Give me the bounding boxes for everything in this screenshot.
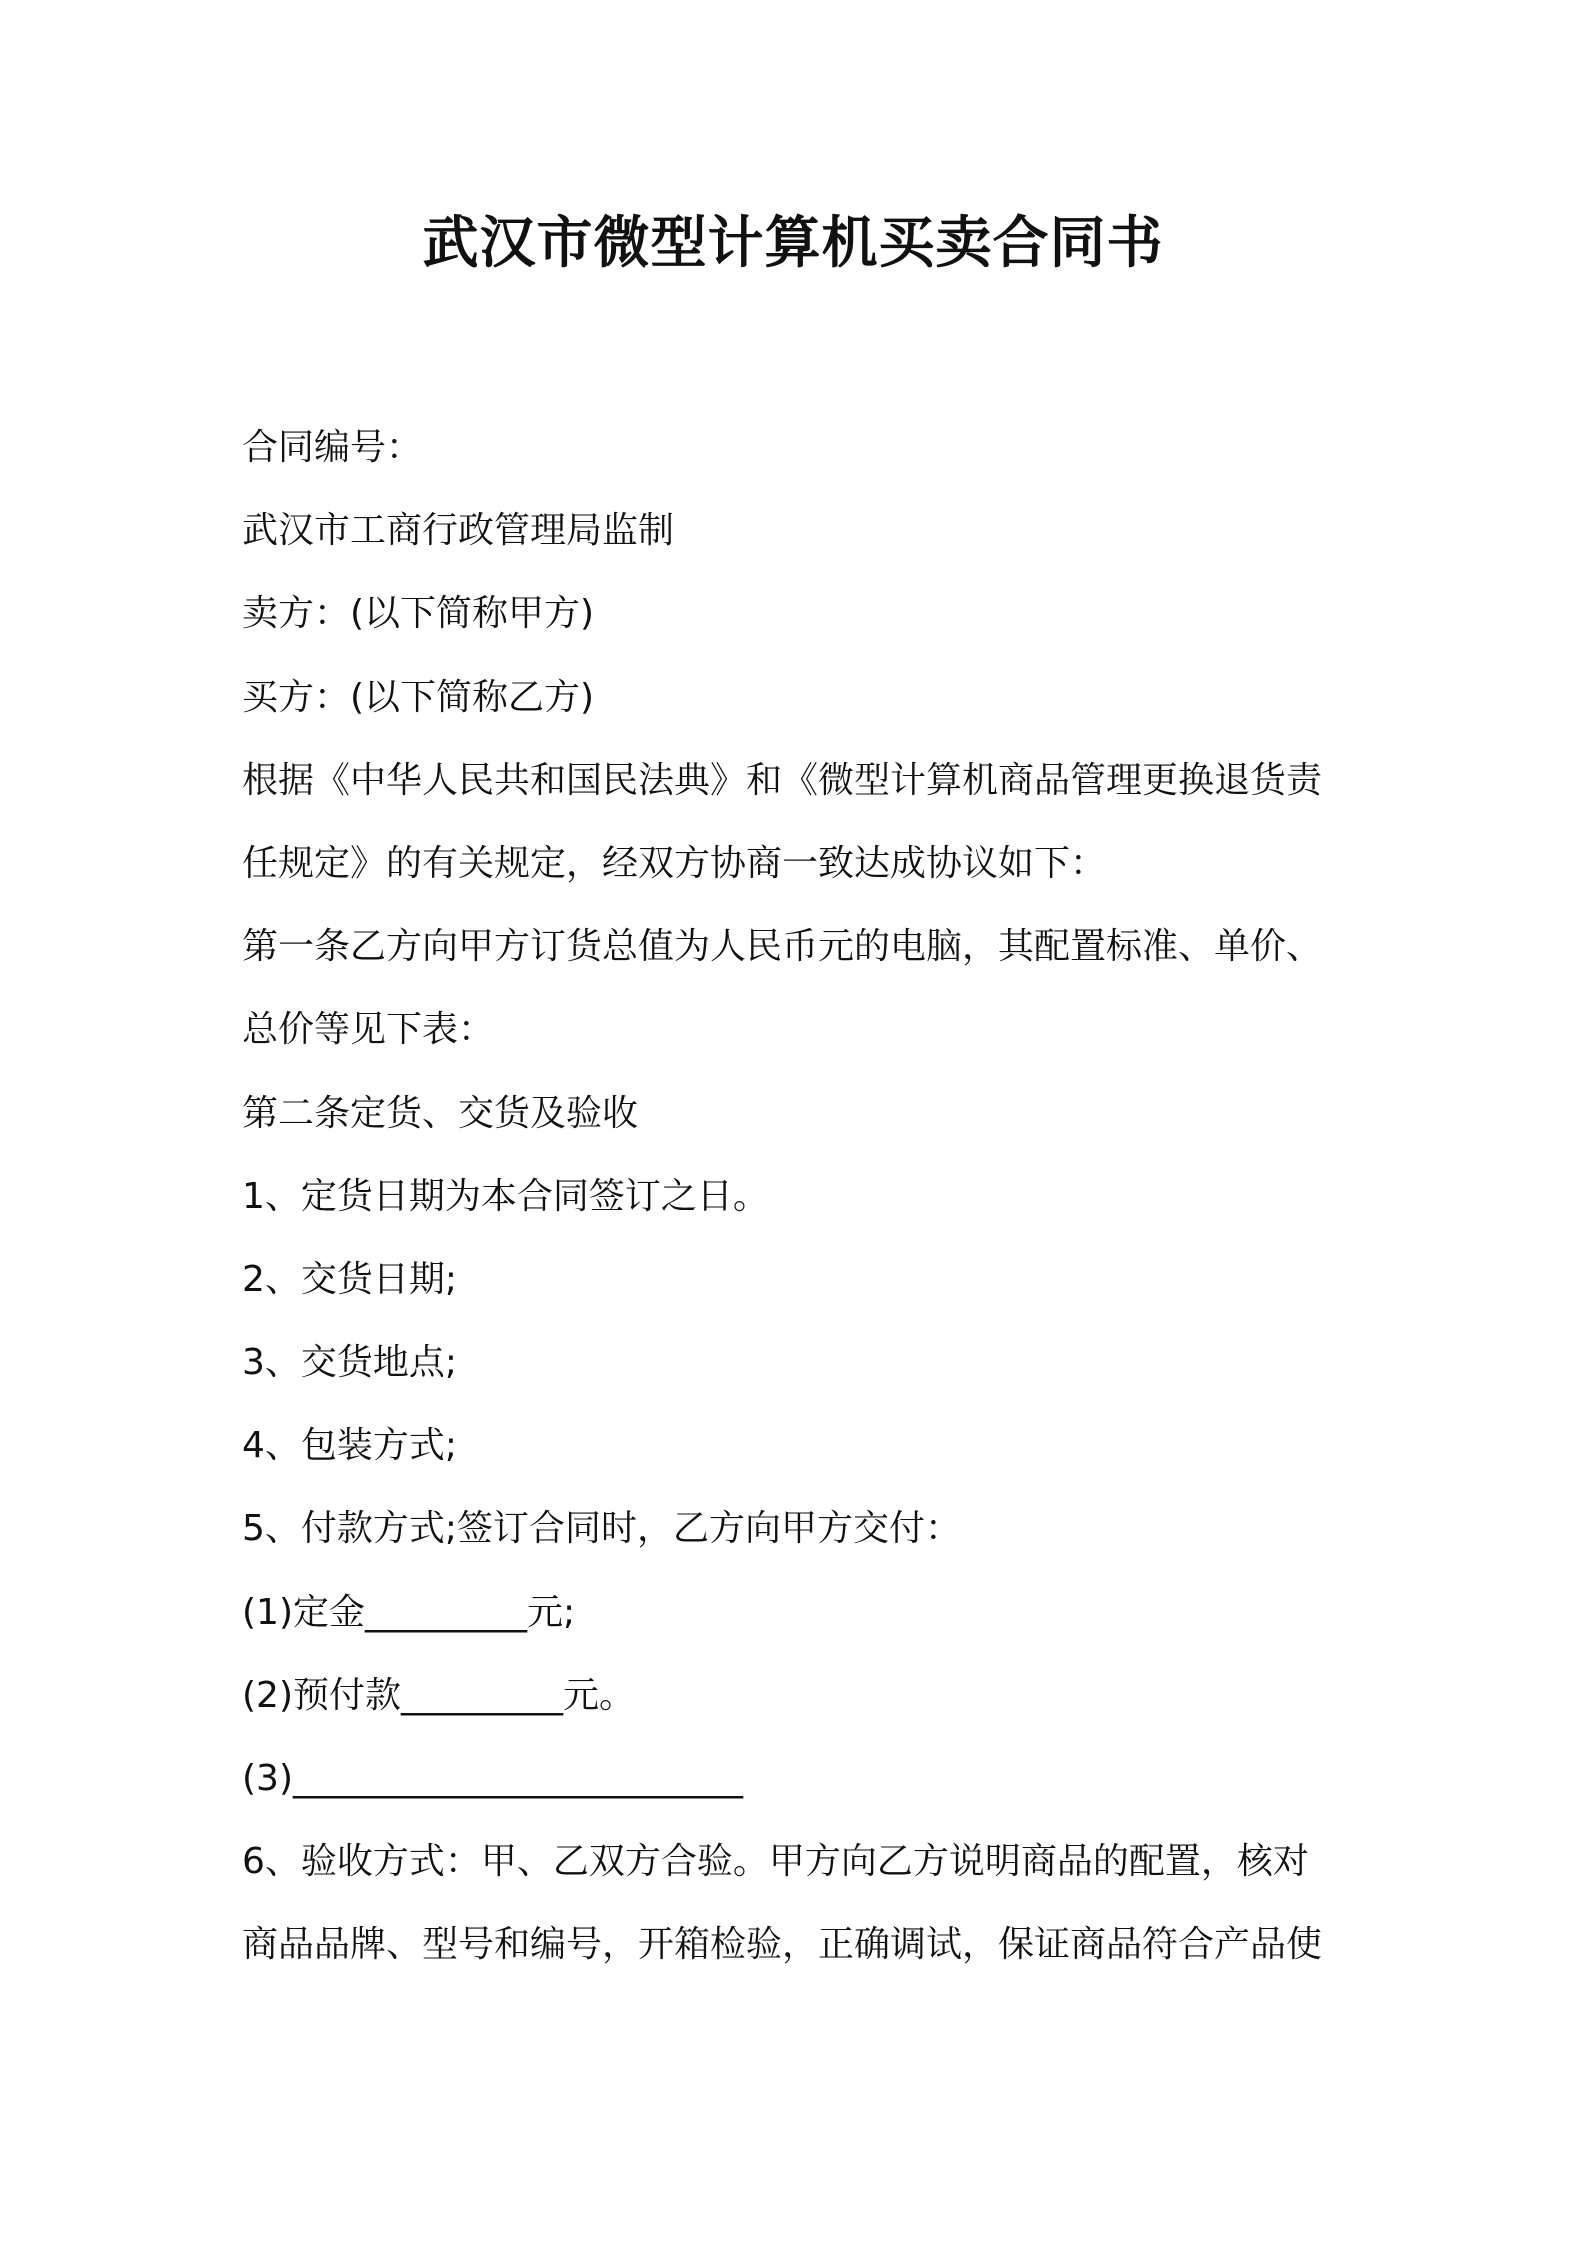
supervisor-line: 武汉市工商行政管理局监制 <box>242 510 675 552</box>
article-1-line-1: 第一条乙方向甲方订货总值为人民币元的电脑，其配置标准、单价、 <box>242 926 1323 968</box>
preamble-line-2: 任规定》的有关规定，经双方协商一致达成协议如下： <box>242 842 1107 884</box>
clause-4: 4、包装方式; <box>242 1425 458 1467</box>
clause-3: 3、交货地点; <box>242 1342 458 1384</box>
buyer-line: 买方：(以下简称乙方) <box>242 676 595 718</box>
payment-other-line: (3)_________________________ <box>242 1758 743 1799</box>
clause-2: 2、交货日期; <box>242 1258 458 1300</box>
clause-5: 5、付款方式;签订合同时，乙方向甲方交付： <box>242 1508 962 1550</box>
article-1-line-2: 总价等见下表： <box>242 1009 495 1051</box>
preamble-line-1: 根据《中华人民共和国民法典》和《微型计算机商品管理更换退货责 <box>242 759 1323 801</box>
seller-line: 卖方：(以下简称甲方) <box>242 593 595 635</box>
document-title: 武汉市微型计算机买卖合同书 <box>422 211 1164 276</box>
clause-1: 1、定货日期为本合同签订之日。 <box>242 1175 769 1217</box>
clause-6-line-2: 商品品牌、型号和编号，开箱检验，正确调试，保证商品符合产品使 <box>242 1924 1323 1966</box>
clause-6-line-1: 6、验收方式：甲、乙双方合验。甲方向乙方说明商品的配置，核对 <box>242 1841 1309 1883</box>
payment-deposit-line: (1)定金_________元; <box>242 1591 576 1633</box>
article-2-heading: 第二条定货、交货及验收 <box>242 1092 639 1134</box>
payment-prepayment-line: (2)预付款_________元。 <box>242 1674 635 1716</box>
contract-number-line: 合同编号： <box>242 427 423 468</box>
document-body <box>242 406 1362 1987</box>
